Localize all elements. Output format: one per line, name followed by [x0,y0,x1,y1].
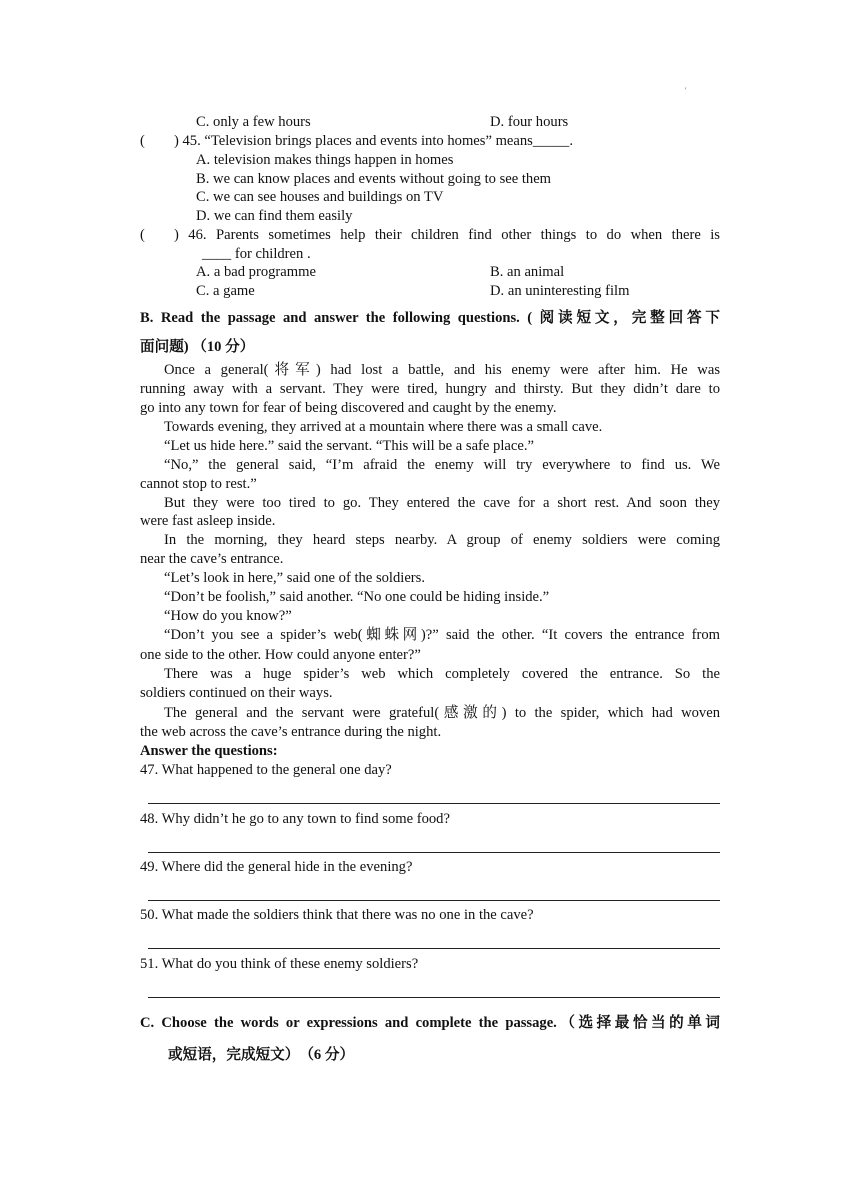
passage-line: cannot stop to rest.” [140,476,257,492]
passage-line: “Let’s look in here,” said one of the soldiers. [164,570,425,586]
q46-stem-line2: ____ for children . [202,246,311,262]
passage-line: “Don’t be foolish,” said another. “No one could be hiding inside.” [164,589,550,605]
passage-line: “Don’t you see a spider’s web(蜘蛛网)?” said the other. “It covers the entrance from [164,627,720,643]
section-b-heading-line1: B. Read the passage and answer the following questions. ( 阅读短文，完整回答下 [140,310,720,326]
q45-option-a: A. television makes things happen in homes [196,152,454,168]
passage-line: were fast asleep inside. [140,513,276,529]
section-c-heading-line2: 或短语，完成短文） （6 分） [168,1047,355,1063]
answer-heading: Answer the questions: [140,743,278,759]
passage-line: There was a huge spider’s web which completely covered the entrance. So the [164,666,720,682]
passage-line: running away with a servant. They were tired, hungry and thirsty. But they didn’t dare to [140,381,720,397]
q45-option-d: D. we can find them easily [196,208,353,224]
passage-line: The general and the servant were grateful(感激的) to the spider, which had woven [164,705,720,721]
passage-line: Once a general(将军) had lost a battle, and his enemy were after him. He was [164,362,720,378]
passage-line: the web across the cave’s entrance during the night. [140,724,442,740]
passage-line: Towards evening, they arrived at a mountain where there was a small cave. [164,419,603,435]
passage-line: “No,” the general said, “I’m afraid the enemy will try everywhere to find us. We [164,457,720,473]
q46-option-a: A. a bad programme [196,264,316,280]
passage-line: “Let us hide here.” said the servant. “This will be a safe place.” [164,438,534,454]
q45-stem-text: ) 45. “Television brings places and events into homes” means_____. [174,133,573,149]
passage-line: soldiers continued on their ways. [140,685,333,701]
passage-line: “How do you know?” [164,608,292,624]
q45-option-b: B. we can know places and events without going to see them [196,171,552,187]
passage-line: In the morning, they heard steps nearby. A group of enemy soldiers were coming [164,532,720,548]
q45-option-c: C. we can see houses and buildings on TV [196,189,444,205]
passage-line: near the cave’s entrance. [140,551,284,567]
q46-option-b: B. an animal [490,264,565,280]
answer-bracket: ( [140,227,145,243]
q46-option-c: C. a game [196,283,255,299]
passage-line: But they were too tired to go. They entered the cave for a short rest. And soon they [164,495,720,511]
question-51: 51. What do you think of these enemy soldiers? [140,956,419,972]
q46-stem-line1 [140,226,720,245]
passage-line: one side to the other. How could anyone enter?” [140,647,421,663]
answer-line-51[interactable] [148,997,720,998]
question-49: 49. Where did the general hide in the evening? [140,859,413,875]
passage-line: go into any town for fear of being discovered and caught by the enemy. [140,400,557,416]
question-47: 47. What happened to the general one day? [140,762,392,778]
answer-line-47[interactable] [148,803,720,804]
q45-stem [140,132,573,151]
question-48: 48. Why didn’t he go to any town to find some food? [140,811,450,827]
answer-bracket: ( [140,133,145,149]
answer-line-50[interactable] [148,948,720,949]
q44-option-d: D. four hours [490,114,569,130]
section-b-heading-line2: 面问题) （10 分） [140,339,255,355]
answer-line-49[interactable] [148,900,720,901]
section-c-heading-line1: C. Choose the words or expressions and complete the passage.（选择最恰当的单词 [140,1015,720,1031]
q46-stem-text: ) 46. Parents sometimes help their children find other things to do when there is [174,227,720,243]
q46-option-d: D. an uninteresting film [490,283,630,299]
page-mark: ' [685,86,687,95]
question-50: 50. What made the soldiers think that there was no one in the cave? [140,907,534,923]
answer-line-48[interactable] [148,852,720,853]
q44-option-c: C. only a few hours [196,114,311,130]
